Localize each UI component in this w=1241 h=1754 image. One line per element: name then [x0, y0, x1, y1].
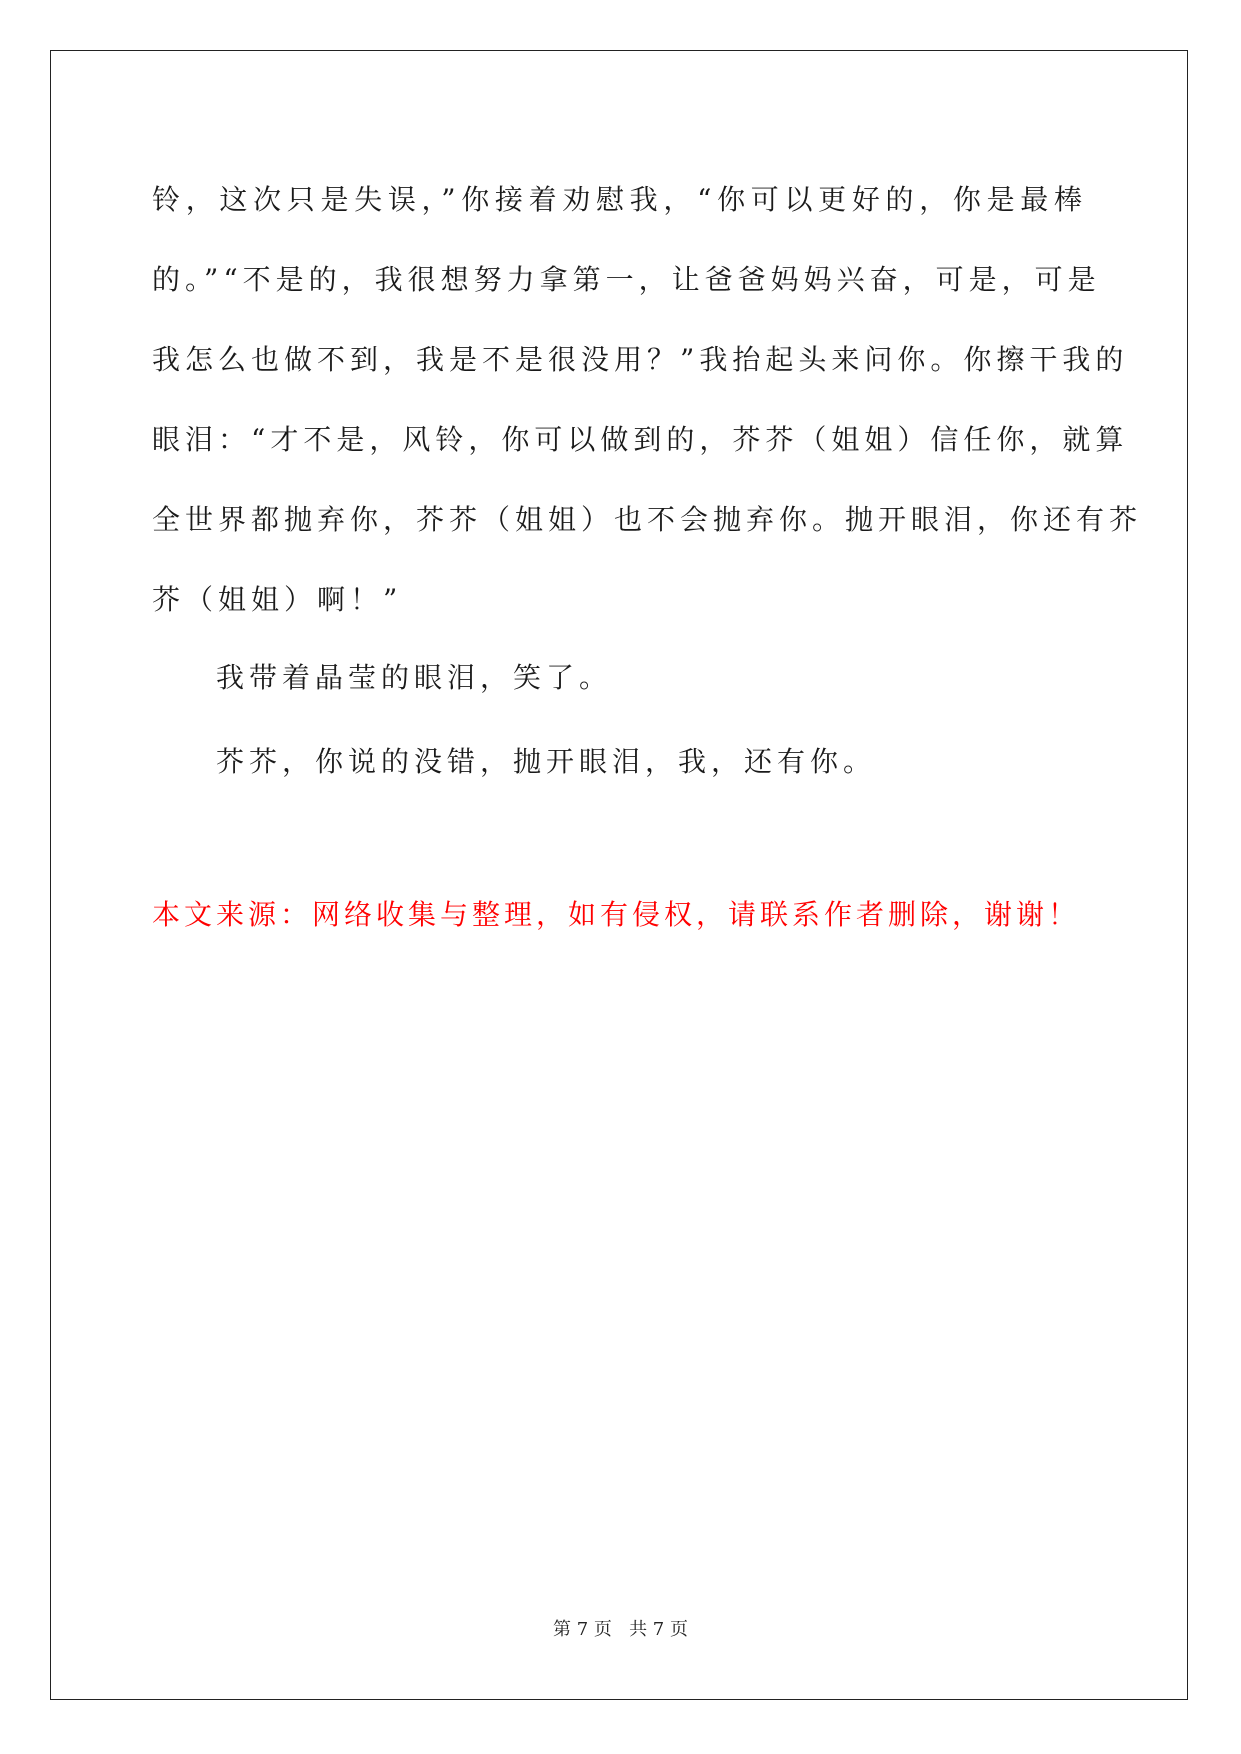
page-number-footer: 第 7 页 共 7 页 — [553, 1619, 688, 1640]
text-line: 全世界都抛弃你，芥芥（姐姐）也不会抛弃你。抛开眼泪，你还有芥 — [152, 503, 1143, 536]
text-line: 铃，这次只是失误，”你接着劝慰我，“你可以更好的，你是最棒 — [152, 183, 1087, 216]
text-line: 的。”“不是的，我很想努力拿第一，让爸爸妈妈兴奋，可是，可是 — [152, 263, 1101, 296]
text-line: 我怎么也做不到，我是不是很没用？”我抬起头来问你。你擦干我的 — [152, 343, 1129, 376]
paragraph-smile: 我带着晶莹的眼泪，笑了。 — [216, 661, 613, 694]
text-line: 芥（姐姐）啊！” — [152, 583, 403, 616]
source-disclaimer: 本文来源：网络收集与整理，如有侵权，请联系作者删除，谢谢！ — [152, 898, 1081, 931]
paragraph-continuation — [152, 160, 1143, 640]
paragraph-closing: 芥芥，你说的没错，抛开眼泪，我，还有你。 — [216, 745, 877, 778]
text-line: 眼泪：“才不是，风铃，你可以做到的，芥芥（姐姐）信任你，就算 — [152, 423, 1129, 456]
